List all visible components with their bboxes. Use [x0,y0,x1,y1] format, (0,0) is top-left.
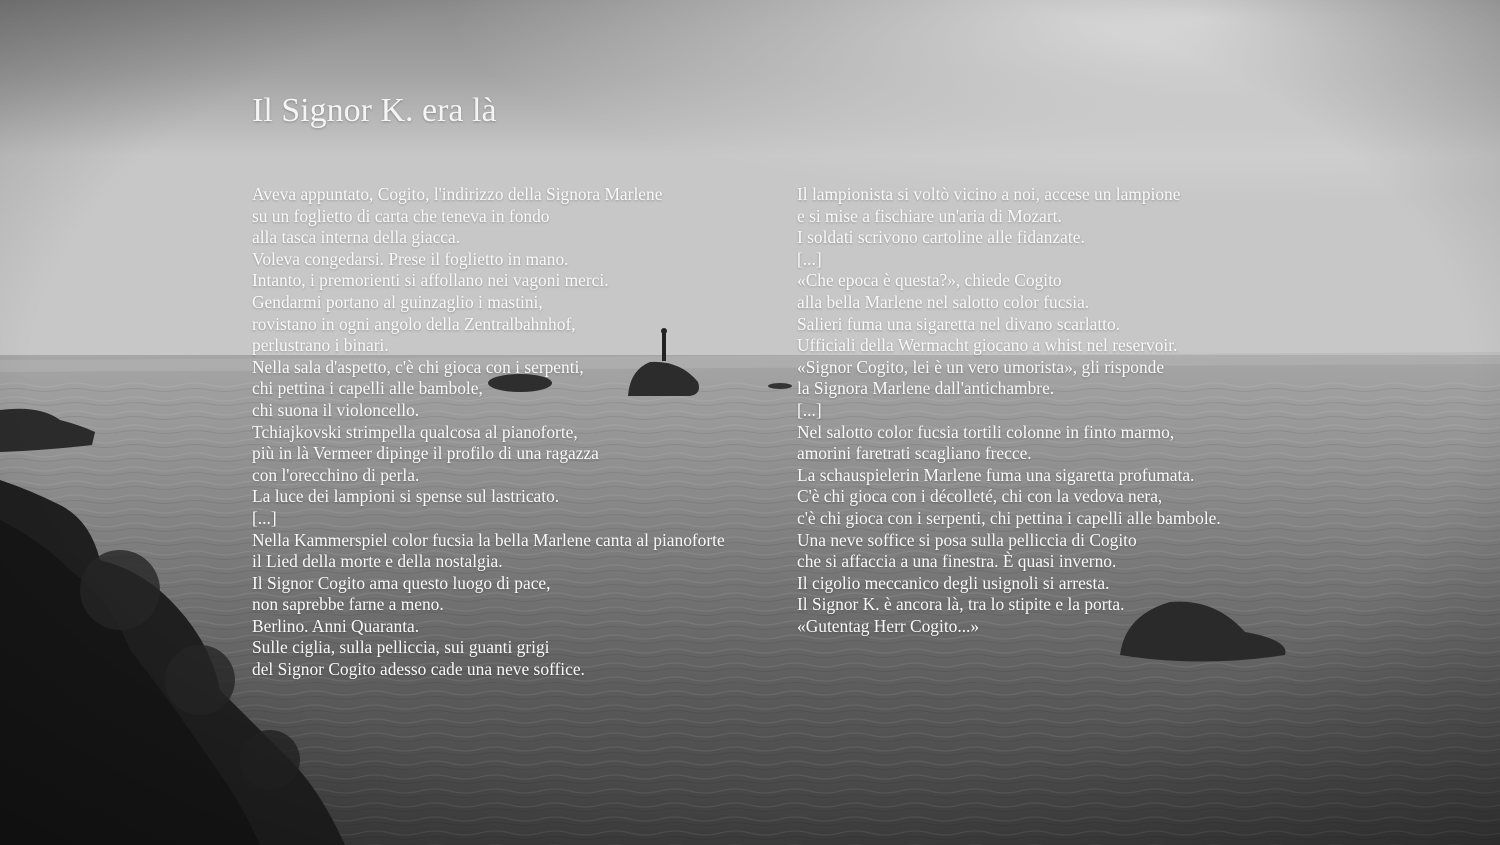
poem-line: del Signor Cogito adesso cade una neve soffice. [252,659,585,680]
poem-line: Il Signor K. è ancora là, tra lo stipite e la porta. [797,594,1125,615]
poem-line: Il Signor Cogito ama questo luogo di pace, [252,572,551,593]
poem-line: c'è chi gioca con i serpenti, chi pettina i capelli alle bambole. [797,507,1221,528]
poem-line: Aveva appuntato, Cogito, l'indirizzo della Signora Marlene [252,184,663,204]
poem-line: Tchiajkovski strimpella qualcosa al pianoforte, [252,421,578,442]
poem-line: Intanto, i premorienti si affollano nei vagoni merci. [252,270,609,291]
poem-line: che si affaccia a una finestra. È quasi inverno. [797,551,1117,572]
poem-line: Il cigolio meccanico degli usignoli si arresta. [797,572,1110,593]
poem-line: «Che epoca è questa?», chiede Cogito [797,270,1062,291]
poem-line: [...] [797,399,822,420]
poem-line: «Gutentag Herr Cogito...» [797,615,980,636]
poem-line: rovistano in ogni angolo della Zentralbahnhof, [252,313,576,334]
poem-line: non saprebbe farne a meno. [252,594,444,615]
poem-line: e si mise a fischiare un'aria di Mozart. [797,205,1062,226]
poem-line: «Signor Cogito, lei è un vero umorista», gli risponde [797,356,1165,377]
poem-line: Berlino. Anni Quaranta. [252,615,420,636]
poem-line: Nella Kammerspiel color fucsia la bella Marlene canta al pianoforte [252,529,725,550]
poem-line: con l'orecchino di perla. [252,464,420,485]
poem-line: [...] [252,507,277,528]
poem-line: alla tasca interna della giacca. [252,227,461,248]
poem-line: Salieri fuma una sigaretta nel divano scarlatto. [797,313,1121,334]
poem-line: I soldati scrivono cartoline alle fidanzate. [797,227,1085,248]
poem-line: Una neve soffice si posa sulla pelliccia di Cogito [797,529,1137,550]
poem-line: La schauspielerin Marlene fuma una sigaretta profumata. [797,464,1195,485]
poem-line: perlustrano i binari. [252,335,389,356]
poem-line: Nel salotto color fucsia tortili colonne in finto marmo, [797,421,1175,442]
poem-line: [...] [797,248,822,269]
poem-line: amorini faretrati scagliano frecce. [797,443,1032,464]
poem-column-right [797,184,1297,637]
poem-line: più in là Vermeer dipinge il profilo di una ragazza [252,443,599,464]
poem-line: il Lied della morte e della nostalgia. [252,551,503,572]
poem-column-left [252,184,792,681]
poem-line: Gendarmi portano al guinzaglio i mastini, [252,291,543,312]
poem-line: Ufficiali della Wermacht giocano a whist nel reservoir. [797,335,1178,356]
poem-line: La luce dei lampioni si spense sul lastricato. [252,486,560,507]
poem-line: Il lampionista si voltò vicino a noi, accese un lampione [797,184,1181,204]
poem-line: su un foglietto di carta che teneva in fondo [252,205,550,226]
poem-title: Il Signor K. era là [252,92,497,129]
poem-line: Sulle ciglia, sulla pelliccia, sui guanti grigi [252,637,550,658]
poem-line: Nella sala d'aspetto, c'è chi gioca con i serpenti, [252,356,584,377]
poem-line: la Signora Marlene dall'antichambre. [797,378,1055,399]
poem-line: alla bella Marlene nel salotto color fucsia. [797,291,1090,312]
poem-line: C'è chi gioca con i décolleté, chi con la vedova nera, [797,486,1163,507]
poem-line: chi suona il violoncello. [252,399,420,420]
poem-line: chi pettina i capelli alle bambole, [252,378,483,399]
poem-line: Voleva congedarsi. Prese il foglietto in mano. [252,248,569,269]
